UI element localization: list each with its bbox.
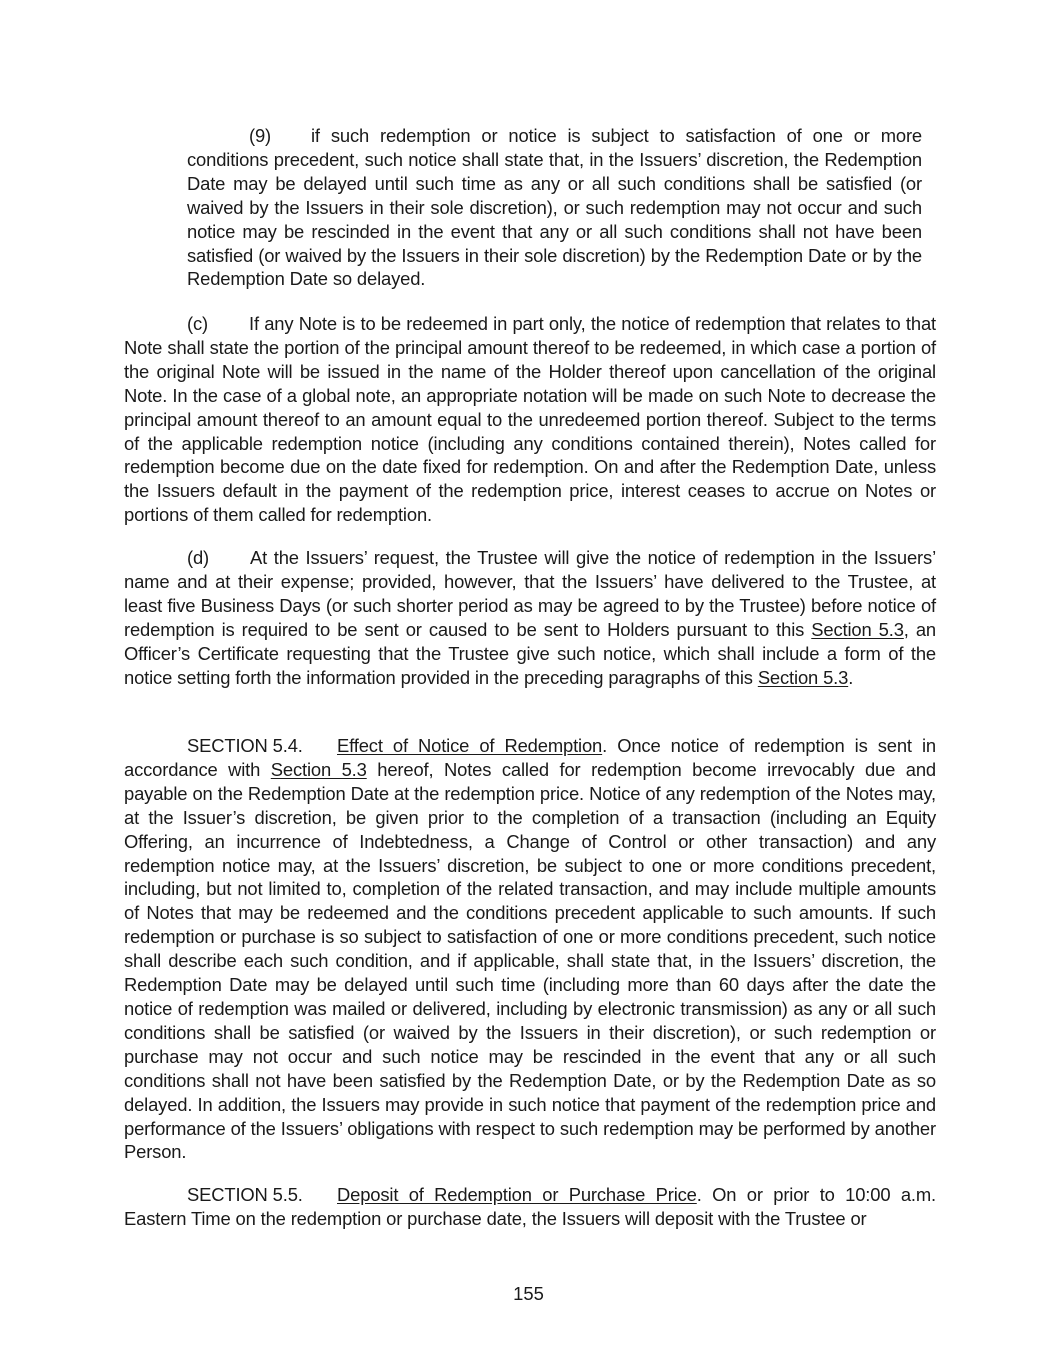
- paragraph-label: (c): [187, 313, 208, 334]
- paragraph-9: [187, 124, 922, 291]
- page-number: 155: [513, 1283, 544, 1304]
- paragraph-d: [124, 546, 936, 689]
- paragraph-text: , an Officer’s Certificate requesting that the Trustee give such notice, which shall include a form of the notice setting forth the information provided in the preceding paragraphs of this: [124, 618, 937, 688]
- paragraph-text: hereof, Notes called for redemption become irrevocably due and payable on the Redemption Date at the redemption price. Notice of any redemption of the Notes may, at the Issuer’s discretion, be given prior to the completion of a transaction (including an Equity Offering, an incurrence of Indebtedness, a Change of Control or other transaction) and any redemption notice may, at the Issuers’ discretion, be subject to one or more conditions precedent, including, but not limited to, completion of the related transaction, and may include multiple amounts of Notes that may be redeemed and the conditions precedent applicable to such amounts. If such redemption or purchase is so subject to satisfaction of one or more conditions precedent, such notice shall describe each such condition, and if applicable, shall state that, in the Issuers’ discretion, the Redemption Date may be delayed until such time (including more than 60 days after the date the notice of redemption was mailed or delivered, including by electronic transmission) as any or all such conditions shall be satisfied (or waived by the Issuers in their discretion), or such redemption or purchase may not occur and such notice may be rescinded in the event that any or all such conditions shall not have been satisfied by the Redemption Date, or by the Redemption Date as so delayed. In addition, the Issuers may provide in such notice that payment of the redemption price and performance of the Issuers’ obligations with respect to such redemption may be performed by another Person.: [124, 758, 936, 1163]
- section-label: SECTION 5.4.: [187, 735, 303, 756]
- paragraph-text: if such redemption or notice is subject to satisfaction of one or more conditions precedent, such notice shall state that, in the Issuers’ discretion, the Redemption Date may be delayed until such time as any or all such conditions shall be satisfied (or waived by the Issuers in their sole discretion), or such redemption may not occur and such notice may be rescinded in the event that any or all such conditions shall not have been satisfied (or waived by the Issuers in their sole discretion) by the Redemption Date or by the Redemption Date so delayed.: [187, 125, 922, 290]
- section-reference: Section 5.3: [757, 666, 849, 688]
- paragraph-text: . Once notice of redemption is sent in accordance with: [124, 735, 936, 780]
- paragraph-text: At the Issuers’ request, the Trustee will give the notice of redemption in the Issuers’ name and at their expense; provided, however, that the Issuers’ have delivered to the Trustee, at least five Business Days (or such shorter period as may be agreed to by the Trustee) before notice of redemption is required to be sent or caused to be sent to Holders pursuant to this: [124, 547, 936, 640]
- section-reference: Section 5.3: [811, 618, 904, 640]
- section-heading: Effect of Notice of Redemption: [337, 735, 603, 756]
- paragraph-text: . On or prior to 10:00 a.m. Eastern Time on the redemption or purchase date, the Issuers will deposit with the Trustee or: [124, 1184, 936, 1229]
- section-5-5: [124, 1183, 936, 1231]
- paragraph-text: .: [848, 666, 854, 688]
- section-label: SECTION 5.5.: [187, 1184, 303, 1205]
- section-5-4: [124, 734, 936, 1164]
- section-heading: Deposit of Redemption or Purchase Price: [337, 1184, 697, 1205]
- section-reference: Section 5.3: [270, 758, 367, 780]
- paragraph-text: If any Note is to be redeemed in part only, the notice of redemption that relates to that Note shall state the portion of the principal amount thereof to be redeemed, in which case a portion of the original Note will be issued in the name of the Holder thereof upon cancellation of the original Note. In the case of a global note, an appropriate notation will be made on such Note to decrease the principal amount thereof to an amount equal to the unredeemed portion thereof. Subject to the terms of the applicable redemption notice (including any conditions contained therein), Notes called for redemption become due on the date fixed for redemption. On and after the Redemption Date, unless the Issuers default in the payment of the redemption price, interest ceases to accrue on Notes or portions of them called for redemption.: [124, 313, 936, 526]
- paragraph-c: [124, 312, 936, 527]
- paragraph-label: (9): [249, 125, 272, 146]
- paragraph-label: (d): [187, 547, 210, 568]
